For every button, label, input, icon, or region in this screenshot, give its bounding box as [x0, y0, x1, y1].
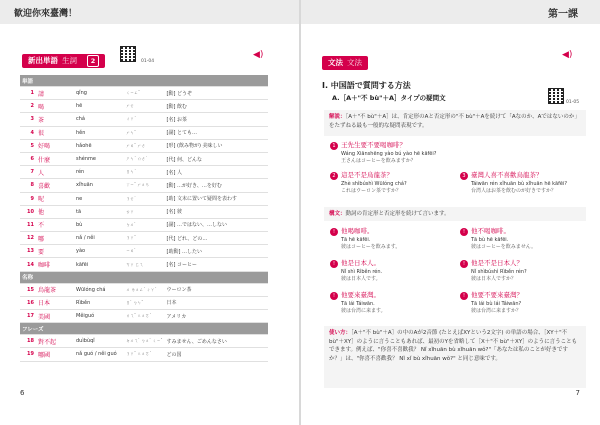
vocab-cell-ja: [名] 彼: [165, 205, 268, 218]
vocab-cell-no: 16: [20, 296, 36, 309]
vocab-cell-py: chá: [74, 113, 124, 126]
example-number: 1: [330, 142, 338, 150]
vocab-cell-hz: 很: [36, 126, 74, 139]
pattern-japanese: 彼はコーヒーを飲みます。: [341, 244, 401, 250]
pattern-chinese: 他是日本人。: [341, 259, 380, 267]
vocab-cell-ja: [動] どうぞ: [165, 87, 268, 100]
vocab-cell-no: 8: [20, 179, 36, 192]
example-chinese: 這是不是烏龍茶？: [341, 171, 393, 179]
usage-tag: 使い方：: [329, 330, 352, 336]
vocab-row: [20, 218, 268, 231]
vocab-cell-hz: 茶: [36, 113, 74, 126]
pattern-marker: !: [330, 228, 338, 236]
vocab-cell-bpmf: ㄖˋ ㄅㄣˇ: [124, 296, 165, 309]
vocab-cell-no: 12: [20, 232, 36, 245]
vocab-cell-py: tā: [74, 205, 124, 218]
vocab-row: [20, 100, 268, 113]
vocab-row: [20, 179, 268, 192]
vocab-row: [20, 283, 268, 296]
vocab-cell-bpmf: ㄎㄚ ㄈㄟ: [124, 258, 165, 271]
speaker-icon[interactable]: ◀): [562, 50, 573, 60]
vocab-section-header: [20, 271, 268, 283]
pattern-marker: !: [460, 292, 468, 300]
form-text: 動詞の肯定形と否定形を続けて言います。: [345, 211, 450, 217]
pattern-example: [460, 260, 585, 284]
lesson-label: 第一課: [548, 9, 578, 20]
vocab-cell-ja: [名] コーヒー: [165, 258, 268, 271]
vocab-cell-no: 15: [20, 283, 36, 296]
vocab-cell-ja: [副] …ではない、…しない: [165, 218, 268, 231]
explanation-box: [324, 110, 586, 136]
grammar-pill-title: 文法: [328, 58, 343, 67]
vocab-cell-no: 5: [20, 139, 36, 152]
vocab-cell-hz: 美國: [36, 310, 74, 323]
vocab-cell-bpmf: ㄒㄧˇ ㄏㄨㄢ: [124, 179, 165, 192]
vocab-cell-ja: [名] 人: [165, 166, 268, 179]
pattern-japanese: 彼はコーヒーを飲みません。: [471, 244, 537, 250]
vocab-cell-no: 3: [20, 113, 36, 126]
example-chinese: 臺灣人喜不喜歡烏龍茶？: [471, 171, 543, 179]
vocab-cell-py: rén: [74, 166, 124, 179]
pattern-marker: !: [330, 292, 338, 300]
qr-code-label: 01-04: [141, 59, 155, 64]
vocab-cell-hz: 不: [36, 218, 74, 231]
pattern-chinese: 他是不是日本人？: [471, 259, 523, 267]
vocab-cell-py: shénme: [74, 152, 124, 165]
vocab-pill-sub: 生詞: [62, 56, 77, 65]
vocab-cell-no: 19: [20, 348, 36, 361]
pattern-pinyin: Tā bù hē kāfēi.: [471, 236, 509, 243]
vocab-row: [20, 232, 268, 245]
pattern-example: [330, 260, 455, 284]
running-title: 歓迎你來臺灣！: [14, 9, 78, 19]
example-number: 3: [460, 172, 468, 180]
pattern-pinyin: Tā lái Táiwān.: [341, 300, 375, 307]
pattern-chinese: 他喝咖啡。: [341, 227, 374, 235]
vocab-pill: [22, 54, 105, 68]
vocab-cell-ja: [名] お茶: [165, 113, 268, 126]
vocab-cell-hz: 請: [36, 87, 74, 100]
vocab-row: [20, 310, 268, 323]
pattern-marker: !: [460, 260, 468, 268]
vocab-cell-ja: [形] (飲み物が) 美味しい: [165, 139, 268, 152]
vocab-cell-no: 14: [20, 258, 36, 271]
pattern-pinyin: Nǐ shì Rìběn rén.: [341, 268, 383, 275]
vocab-cell-hz: 喜歡: [36, 179, 74, 192]
vocab-cell-no: 13: [20, 245, 36, 258]
vocab-cell-hz: 哪: [36, 232, 74, 245]
page-number-left: 6: [20, 389, 25, 397]
vocab-cell-no: 6: [20, 152, 36, 165]
vocab-cell-hz: 對不起: [36, 335, 74, 348]
vocab-cell-bpmf: ㄑㄧㄥˇ: [124, 87, 165, 100]
vocab-section-header: [20, 75, 268, 87]
vocab-cell-py: hǎohē: [74, 139, 124, 152]
vocab-cell-no: 17: [20, 310, 36, 323]
qr-code-label: 01-05: [566, 100, 580, 105]
vocab-cell-hz: 哪國: [36, 348, 74, 361]
vocab-cell-no: 7: [20, 166, 36, 179]
vocab-cell-no: 4: [20, 126, 36, 139]
vocab-section-title: 単語: [20, 75, 268, 87]
vocab-row: [20, 348, 268, 361]
vocab-cell-bpmf: ㄏㄠˇ ㄏㄜ: [124, 139, 165, 152]
pattern-pinyin: Nǐ shìbúshì Rìběn rén?: [471, 268, 527, 275]
vocab-cell-hz: 呢: [36, 192, 74, 205]
vocab-cell-no: 9: [20, 192, 36, 205]
vocab-section-title: フレーズ: [20, 323, 268, 335]
vocab-row: [20, 166, 268, 179]
vocab-cell-bpmf: ㄏㄜ: [124, 100, 165, 113]
section-heading: Ⅰ. 中国語で質問する方法: [322, 81, 411, 90]
vocab-cell-bpmf: ㄅㄨˋ: [124, 218, 165, 231]
explanation-tag: 解説：: [329, 114, 346, 120]
vocab-cell-py: yào: [74, 245, 124, 258]
vocab-row: [20, 335, 268, 348]
vocab-cell-py: nǎ guó / něi guó: [74, 348, 124, 361]
vocab-cell-ja: [動] …が好き、…を好む: [165, 179, 268, 192]
vocab-cell-no: 1: [20, 87, 36, 100]
usage-text: ［A＋"不 bù"＋A］の中のAが2音節 (たとえばXYという2文字) の単語の場合、［XY＋"不 bù"＋XY］のように言うこともあれば、最初のYを省略して［X＋"不 bù"＋XY］のように言うこともできます。例えば、"你喜不喜歡我？ Nǐ xǐhuān bù xǐhuān wǒ?"「あなたは私のことが好きですか？」は、"你喜不喜歡我？ Nǐ xǐ bù xǐhuān wǒ?" と同じ意味です。: [329, 330, 578, 362]
pattern-chinese: 他要來臺灣。: [341, 291, 380, 299]
vocab-cell-bpmf: ㄧㄠˋ: [124, 245, 165, 258]
pattern-chinese: 他要不要來臺灣？: [471, 291, 523, 299]
vocab-cell-py: hěn: [74, 126, 124, 139]
vocab-cell-no: 10: [20, 205, 36, 218]
example-pinyin: Wáng Xiānshēng yào bú yào hē kāfēi?: [341, 150, 437, 157]
vocab-section-title: 名称: [20, 271, 268, 283]
pattern-example: [460, 292, 585, 316]
pattern-pinyin: Tā hē kāfēi.: [341, 236, 371, 243]
vocab-cell-ja: [助動] …したい: [165, 245, 268, 258]
vocab-row: [20, 152, 268, 165]
vocab-cell-bpmf: ㄇㄟˇ ㄍㄨㄛˊ: [124, 310, 165, 323]
vocab-pill-title: 新出単語: [28, 56, 58, 65]
pattern-pinyin: Tā lái bù lái Táiwān?: [471, 300, 522, 307]
vocab-cell-hz: 烏龍茶: [36, 283, 74, 296]
vocab-cell-ja: [助] 文末に置いて疑問を表わす: [165, 192, 268, 205]
vocab-cell-py: nǎ / něi: [74, 232, 124, 245]
vocab-cell-py: ne: [74, 192, 124, 205]
vocab-cell-bpmf: ㄔㄚˊ: [124, 113, 165, 126]
vocab-cell-ja: どの国: [165, 348, 268, 361]
page-number-right: 7: [575, 389, 580, 397]
vocab-cell-hz: 咖啡: [36, 258, 74, 271]
vocab-cell-no: 11: [20, 218, 36, 231]
vocab-cell-hz: 好喝: [36, 139, 74, 152]
pattern-example: [460, 228, 585, 252]
grammar-pill: [322, 56, 368, 70]
vocab-cell-bpmf: ㄋㄚˇ ㄍㄨㄛˊ: [124, 348, 165, 361]
vocab-row: [20, 87, 268, 100]
vocab-row: [20, 126, 268, 139]
vocab-cell-ja: すみません、ごめんなさい: [165, 335, 268, 348]
usage-box: [324, 326, 586, 388]
form-box: [324, 207, 586, 221]
example-japanese: 台湾人はお茶を飲むのが好きですか？: [471, 188, 557, 194]
example-1: [330, 142, 570, 166]
example-number: 2: [330, 172, 338, 180]
vocab-cell-ja: ウーロン茶: [165, 283, 268, 296]
vocab-pill-number: 2: [87, 55, 99, 67]
vocab-row: [20, 296, 268, 309]
vocab-cell-py: Měiguó: [74, 310, 124, 323]
form-tag: 構文：: [329, 211, 346, 217]
vocab-cell-ja: [副] とても…: [165, 126, 268, 139]
vocab-cell-bpmf: ㄕㄣˊ ㄇㄜ˙: [124, 152, 165, 165]
vocab-cell-bpmf: ㄨ ㄌㄨㄥˊ ㄔㄚˊ: [124, 283, 165, 296]
vocab-cell-no: 18: [20, 335, 36, 348]
vocab-cell-py: bù: [74, 218, 124, 231]
vocab-table: [20, 75, 268, 362]
vocab-header: [22, 48, 105, 64]
vocab-cell-ja: [代] どれ、どの…: [165, 232, 268, 245]
qr-code-icon: [120, 46, 136, 62]
example-chinese: 王先生要不要喝咖啡？: [341, 141, 406, 149]
vocab-cell-bpmf: ㄊㄚ: [124, 205, 165, 218]
vocab-cell-py: hē: [74, 100, 124, 113]
pattern-japanese: 彼は日本人ですか？: [471, 276, 517, 282]
vocab-cell-py: Wūlóng chá: [74, 283, 124, 296]
vocab-cell-py: xǐhuān: [74, 179, 124, 192]
pattern-japanese: 彼は台湾に来ます。: [341, 308, 386, 314]
vocab-cell-bpmf: ㄖㄣˊ: [124, 166, 165, 179]
vocab-row: [20, 205, 268, 218]
vocab-cell-py: duìbùqǐ: [74, 335, 124, 348]
vocab-cell-hz: 日本: [36, 296, 74, 309]
explanation-text: ［A＋"不 bù"＋A］は、肯定形のAと否定形の"不 bù"＋Aを続けて「Aなのか、Aではないのか」をたずねる最も一般的な疑問表現です。: [329, 114, 580, 129]
qr-code-icon: [548, 88, 564, 104]
right-page: [300, 0, 600, 425]
vocab-cell-hz: 喝: [36, 100, 74, 113]
vocab-cell-ja: 日本: [165, 296, 268, 309]
pattern-japanese: 彼は台湾に来ますか？: [471, 308, 522, 314]
vocab-cell-bpmf: ㄋㄜ˙: [124, 192, 165, 205]
subsection-heading: A.［A＋"不 bù"＋A］タイプの疑問文: [332, 94, 446, 102]
pattern-japanese: 彼は日本人です。: [341, 276, 381, 282]
vocab-cell-py: qǐng: [74, 87, 124, 100]
example-pinyin: Zhè shìbúshì Wūlóng chá?: [341, 180, 407, 187]
vocab-row: [20, 245, 268, 258]
vocab-cell-py: Rìběn: [74, 296, 124, 309]
vocab-cell-ja: [動] 飲む: [165, 100, 268, 113]
vocab-cell-py: kāfēi: [74, 258, 124, 271]
vocab-cell-hz: 人: [36, 166, 74, 179]
pattern-example: [330, 228, 455, 252]
vocab-cell-bpmf: ㄉㄨㄟˋ ㄅㄨˋ ㄑㄧˇ: [124, 335, 165, 348]
grammar-pill-sub: 文法: [347, 58, 362, 67]
example-japanese: これはウーロン茶ですか？: [341, 188, 402, 194]
vocab-cell-ja: [代] 何、どんな: [165, 152, 268, 165]
vocab-cell-bpmf: ㄋㄚˇ: [124, 232, 165, 245]
vocab-row: [20, 192, 268, 205]
pattern-chinese: 他不喝咖啡。: [471, 227, 510, 235]
pattern-example: [330, 292, 455, 316]
vocab-row: [20, 113, 268, 126]
speaker-icon[interactable]: ◀): [253, 50, 264, 60]
example-pinyin: Táiwān rén xǐhuān bù xǐhuān hē kāfēi?: [471, 180, 567, 187]
pattern-marker: !: [330, 260, 338, 268]
vocab-cell-no: 2: [20, 100, 36, 113]
vocab-cell-hz: 什麼: [36, 152, 74, 165]
vocab-row: [20, 139, 268, 152]
example-japanese: 王さんはコーヒーを飲みますか？: [341, 158, 416, 164]
vocab-cell-bpmf: ㄏㄣˇ: [124, 126, 165, 139]
example-2: [330, 172, 450, 196]
vocab-section-header: [20, 323, 268, 335]
vocab-cell-ja: アメリカ: [165, 310, 268, 323]
vocab-row: [20, 258, 268, 271]
vocab-cell-hz: 要: [36, 245, 74, 258]
pattern-marker: !: [460, 228, 468, 236]
vocab-cell-hz: 他: [36, 205, 74, 218]
example-3: [460, 172, 590, 196]
grammar-header: [322, 50, 368, 70]
